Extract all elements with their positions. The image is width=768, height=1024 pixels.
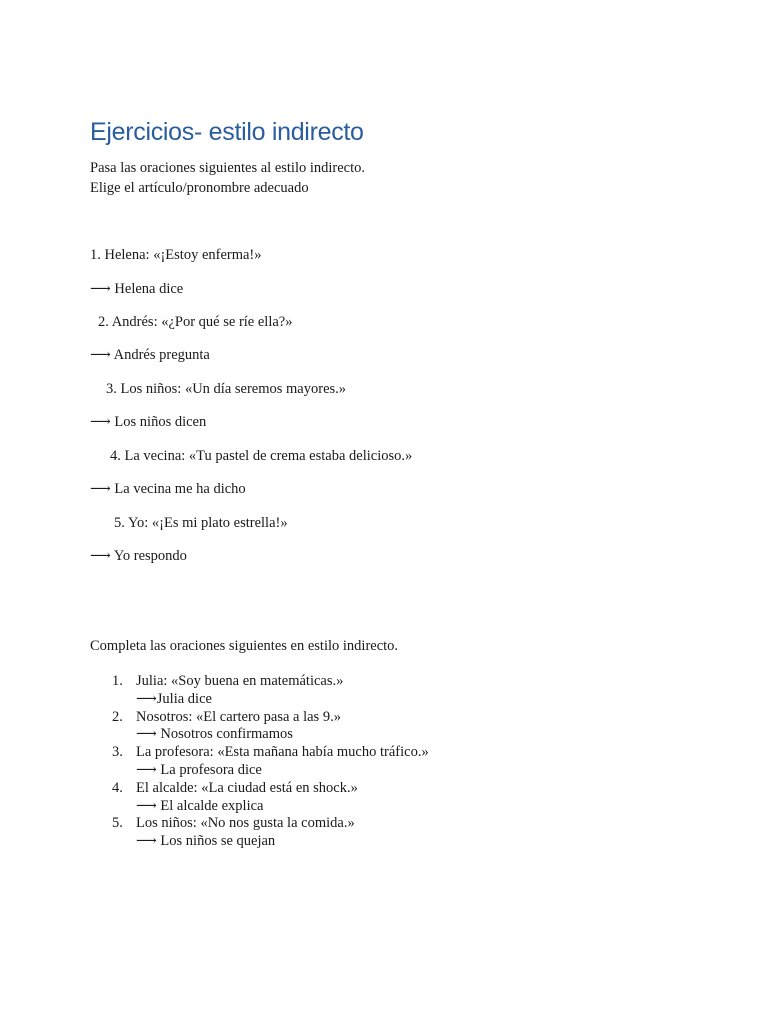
exercise-2-answer: ⟶ Andrés pregunta [90,347,210,363]
instruction-line-1: Pasa las oraciones siguientes al estilo indirecto. [90,160,366,176]
exercise-5-answer: ⟶ Yo respondo [90,548,187,564]
exercise-2-prompt: 2. Andrés: «¿Por qué se ríe ella?» [98,314,293,330]
instruction-line-2: Elige el artículo/pronombre adecuado [90,180,309,196]
list-item-prompt: Los niños: «No nos gusta la comida.» [136,815,355,832]
exercise-1-answer: ⟶ Helena dice [90,281,184,297]
list-item [90,815,429,851]
list-item [90,780,429,816]
exercise-3-answer: ⟶ Los niños dicen [90,414,207,430]
list-item-number: 2. [112,708,123,725]
list-item-number: 5. [112,815,123,832]
list-item-prompt: El alcalde: «La ciudad está en shock.» [136,779,358,796]
exercise-5-prompt: 5. Yo: «¡Es mi plato estrella!» [114,515,288,531]
exercise-1-prompt: 1. Helena: «¡Estoy enferma!» [90,247,262,263]
section2-instruction: Completa las oraciones siguientes en estilo indirecto. [90,638,399,654]
list-item-number: 1. [112,673,123,689]
list-item-answer: ⟶ La profesora dice [136,761,262,778]
list-item-prompt: Julia: «Soy buena en matemáticas.» [136,673,344,689]
list-item-number: 4. [112,779,123,796]
list-item-answer: ⟶ Los niños se quejan [136,833,276,850]
list-item-answer: ⟶ El alcalde explica [136,797,264,814]
exercise-3-prompt: 3. Los niños: «Un día seremos mayores.» [106,381,347,397]
list-item-prompt: Nosotros: «El cartero pasa a las 9.» [136,708,341,725]
completion-list [90,673,429,851]
list-item [90,709,429,745]
list-item-number: 3. [112,744,123,761]
exercise-4-answer: ⟶ La vecina me ha dicho [90,481,246,497]
list-item-answer: ⟶Julia dice [136,690,212,707]
exercise-4-prompt: 4. La vecina: «Tu pastel de crema estaba delicioso.» [110,448,413,464]
list-item [90,744,429,780]
list-item-prompt: La profesora: «Esta mañana había mucho tráfico.» [136,744,429,761]
page-title: Ejercicios- estilo indirecto [90,118,364,146]
list-item-answer: ⟶ Nosotros confirmamos [136,726,293,743]
list-item [90,673,429,709]
